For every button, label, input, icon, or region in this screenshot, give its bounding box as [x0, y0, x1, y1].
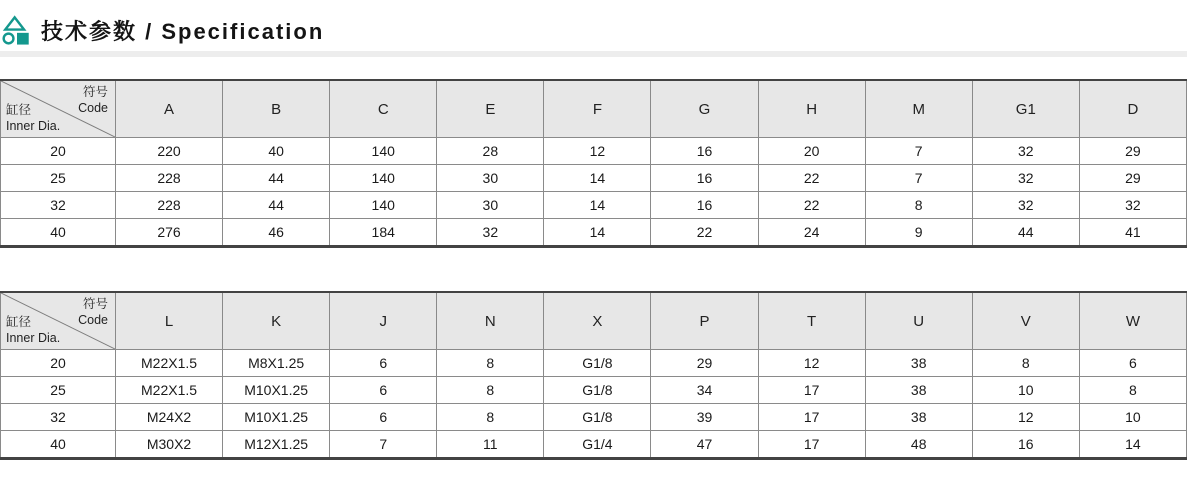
spec-table-2 [0, 291, 1187, 460]
dia-cell: 40 [1, 219, 116, 247]
value-cell: 184 [330, 219, 437, 247]
column-header: B [223, 80, 330, 138]
value-cell: M10X1.25 [223, 404, 330, 431]
column-header: A [116, 80, 223, 138]
column-header: L [116, 292, 223, 350]
value-cell: 11 [437, 431, 544, 459]
value-cell: 22 [758, 165, 865, 192]
column-header: W [1079, 292, 1186, 350]
value-cell: 16 [651, 138, 758, 165]
column-header: J [330, 292, 437, 350]
spec-table-1 [0, 79, 1187, 248]
column-header: G [651, 80, 758, 138]
value-cell: 44 [223, 165, 330, 192]
value-cell: 30 [437, 165, 544, 192]
value-cell: 46 [223, 219, 330, 247]
spec-section-icon [2, 15, 32, 46]
value-cell: G1/8 [544, 350, 651, 377]
value-cell: 22 [758, 192, 865, 219]
dia-cell: 25 [1, 165, 116, 192]
column-header: X [544, 292, 651, 350]
value-cell: 47 [651, 431, 758, 459]
table-row [1, 138, 1187, 165]
value-cell: 6 [1079, 350, 1186, 377]
value-cell: G1/8 [544, 404, 651, 431]
dia-cell: 25 [1, 377, 116, 404]
table-row [1, 165, 1187, 192]
value-cell: 276 [116, 219, 223, 247]
column-header: N [437, 292, 544, 350]
corner-dia-label: 缸径 Inner Dia. [6, 102, 61, 133]
value-cell: M8X1.25 [223, 350, 330, 377]
value-cell: 29 [651, 350, 758, 377]
value-cell: 16 [651, 192, 758, 219]
value-cell: 228 [116, 165, 223, 192]
value-cell: M24X2 [116, 404, 223, 431]
value-cell: 38 [865, 404, 972, 431]
column-header: P [651, 292, 758, 350]
value-cell: 22 [651, 219, 758, 247]
value-cell: 8 [1079, 377, 1186, 404]
value-cell: 39 [651, 404, 758, 431]
value-cell: 140 [330, 138, 437, 165]
value-cell: M12X1.25 [223, 431, 330, 459]
column-header: V [972, 292, 1079, 350]
value-cell: G1/8 [544, 377, 651, 404]
table-row [1, 192, 1187, 219]
title-divider [0, 51, 1187, 57]
value-cell: 9 [865, 219, 972, 247]
value-cell: 48 [865, 431, 972, 459]
header-row [1, 80, 1187, 138]
column-header: K [223, 292, 330, 350]
value-cell: 32 [972, 165, 1079, 192]
page-title: 技术参数 / Specification [41, 18, 325, 44]
value-cell: 32 [972, 192, 1079, 219]
column-header: G1 [972, 80, 1079, 138]
value-cell: 220 [116, 138, 223, 165]
header-row [1, 292, 1187, 350]
value-cell: G1/4 [544, 431, 651, 459]
column-header: E [437, 80, 544, 138]
table-row [1, 219, 1187, 247]
corner-code-label: 符号 Code [78, 297, 108, 328]
dia-cell: 20 [1, 138, 116, 165]
value-cell: M22X1.5 [116, 377, 223, 404]
value-cell: 14 [544, 165, 651, 192]
value-cell: 12 [758, 350, 865, 377]
dia-cell: 20 [1, 350, 116, 377]
value-cell: M22X1.5 [116, 350, 223, 377]
value-cell: 7 [865, 165, 972, 192]
value-cell: M30X2 [116, 431, 223, 459]
table-row [1, 404, 1187, 431]
value-cell: 32 [437, 219, 544, 247]
value-cell: 8 [972, 350, 1079, 377]
value-cell: 6 [330, 377, 437, 404]
column-header: C [330, 80, 437, 138]
corner-dia-label: 缸径 Inner Dia. [6, 314, 61, 345]
column-header: T [758, 292, 865, 350]
value-cell: 12 [972, 404, 1079, 431]
value-cell: 17 [758, 431, 865, 459]
value-cell: 10 [1079, 404, 1186, 431]
table-row [1, 350, 1187, 377]
column-header: U [865, 292, 972, 350]
value-cell: 8 [865, 192, 972, 219]
value-cell: 228 [116, 192, 223, 219]
value-cell: 29 [1079, 165, 1186, 192]
value-cell: 14 [544, 219, 651, 247]
value-cell: 16 [972, 431, 1079, 459]
value-cell: 34 [651, 377, 758, 404]
value-cell: 24 [758, 219, 865, 247]
column-header: D [1079, 80, 1186, 138]
value-cell: 17 [758, 404, 865, 431]
corner-code-label: 符号 Code [78, 85, 108, 116]
value-cell: 20 [758, 138, 865, 165]
value-cell: 28 [437, 138, 544, 165]
column-header: H [758, 80, 865, 138]
value-cell: 140 [330, 165, 437, 192]
value-cell: 6 [330, 350, 437, 377]
value-cell: 7 [865, 138, 972, 165]
corner-cell [1, 292, 116, 350]
value-cell: 7 [330, 431, 437, 459]
value-cell: 12 [544, 138, 651, 165]
value-cell: 16 [651, 165, 758, 192]
page-header [0, 0, 1187, 48]
dia-cell: 32 [1, 404, 116, 431]
value-cell: 32 [1079, 192, 1186, 219]
value-cell: 17 [758, 377, 865, 404]
table-row [1, 377, 1187, 404]
value-cell: 10 [972, 377, 1079, 404]
value-cell: 14 [1079, 431, 1186, 459]
value-cell: 29 [1079, 138, 1186, 165]
corner-cell [1, 80, 116, 138]
column-header: F [544, 80, 651, 138]
value-cell: 38 [865, 377, 972, 404]
value-cell: 14 [544, 192, 651, 219]
dia-cell: 32 [1, 192, 116, 219]
value-cell: 41 [1079, 219, 1186, 247]
value-cell: 8 [437, 377, 544, 404]
value-cell: 6 [330, 404, 437, 431]
value-cell: 140 [330, 192, 437, 219]
value-cell: M10X1.25 [223, 377, 330, 404]
value-cell: 8 [437, 404, 544, 431]
value-cell: 44 [972, 219, 1079, 247]
dia-cell: 40 [1, 431, 116, 459]
value-cell: 40 [223, 138, 330, 165]
value-cell: 32 [972, 138, 1079, 165]
table-row [1, 431, 1187, 459]
column-header: M [865, 80, 972, 138]
value-cell: 44 [223, 192, 330, 219]
value-cell: 8 [437, 350, 544, 377]
value-cell: 30 [437, 192, 544, 219]
value-cell: 38 [865, 350, 972, 377]
